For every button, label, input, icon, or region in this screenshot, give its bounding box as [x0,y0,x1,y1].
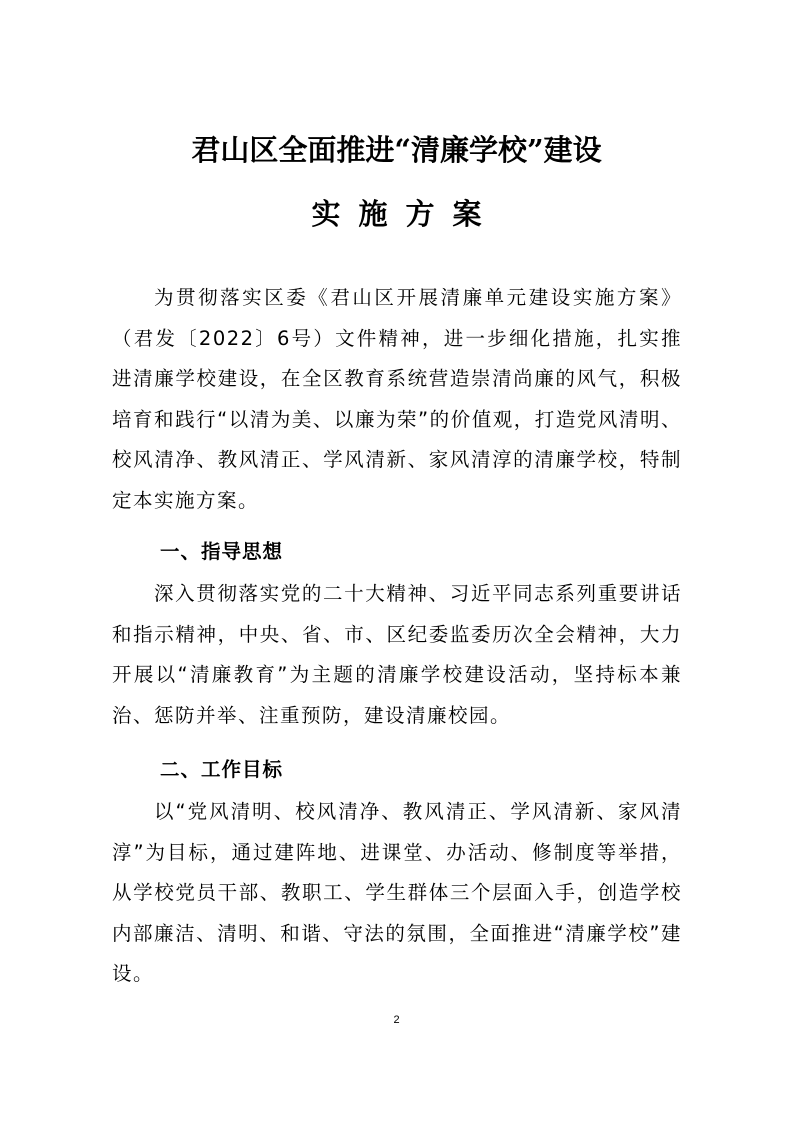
intro-paragraph: 为贯彻落实区委《君山区开展清廉单元建设实施方案》（君发〔2022〕6号）文件精神，进一步细化措施，扎实推进清廉学校建设，在全区教育系统营造崇清尚廉的风气，积极培育和践行“以清为美、以廉为荣”的价值观，打造党风清明、校风清净、教风清正、学风清新、家风清淳的清廉学校，特制定本实施方案。 [112,286,682,512]
document-subtitle: 实施方案 [311,197,500,231]
section-heading-work-goals: 二、工作目标 [160,758,284,781]
page-number: 2 [393,1014,400,1026]
document-title: 君山区全面推进“清廉学校”建设 [191,133,602,167]
guiding-ideology-paragraph: 深入贯彻落实党的二十大精神、习近平同志系列重要讲话和指示精神，中央、省、市、区纪委监委历次全会精神，大力开展以“清廉教育”为主题的清廉学校建设活动，坚持标本兼治、惩防并举、注重预防，建设清廉校园。 [112,582,682,727]
section-heading-guiding-ideology: 一、指导思想 [160,540,284,563]
work-goals-paragraph: 以“党风清明、校风清净、教风清正、学风清新、家风清淳”为目标，通过建阵地、进课堂、办活动、修制度等举措，从学校党员干部、教职工、学生群体三个层面入手，创造学校内部廉洁、清明、和谐、守法的氛围，全面推进“清廉学校”建设。 [112,800,682,985]
